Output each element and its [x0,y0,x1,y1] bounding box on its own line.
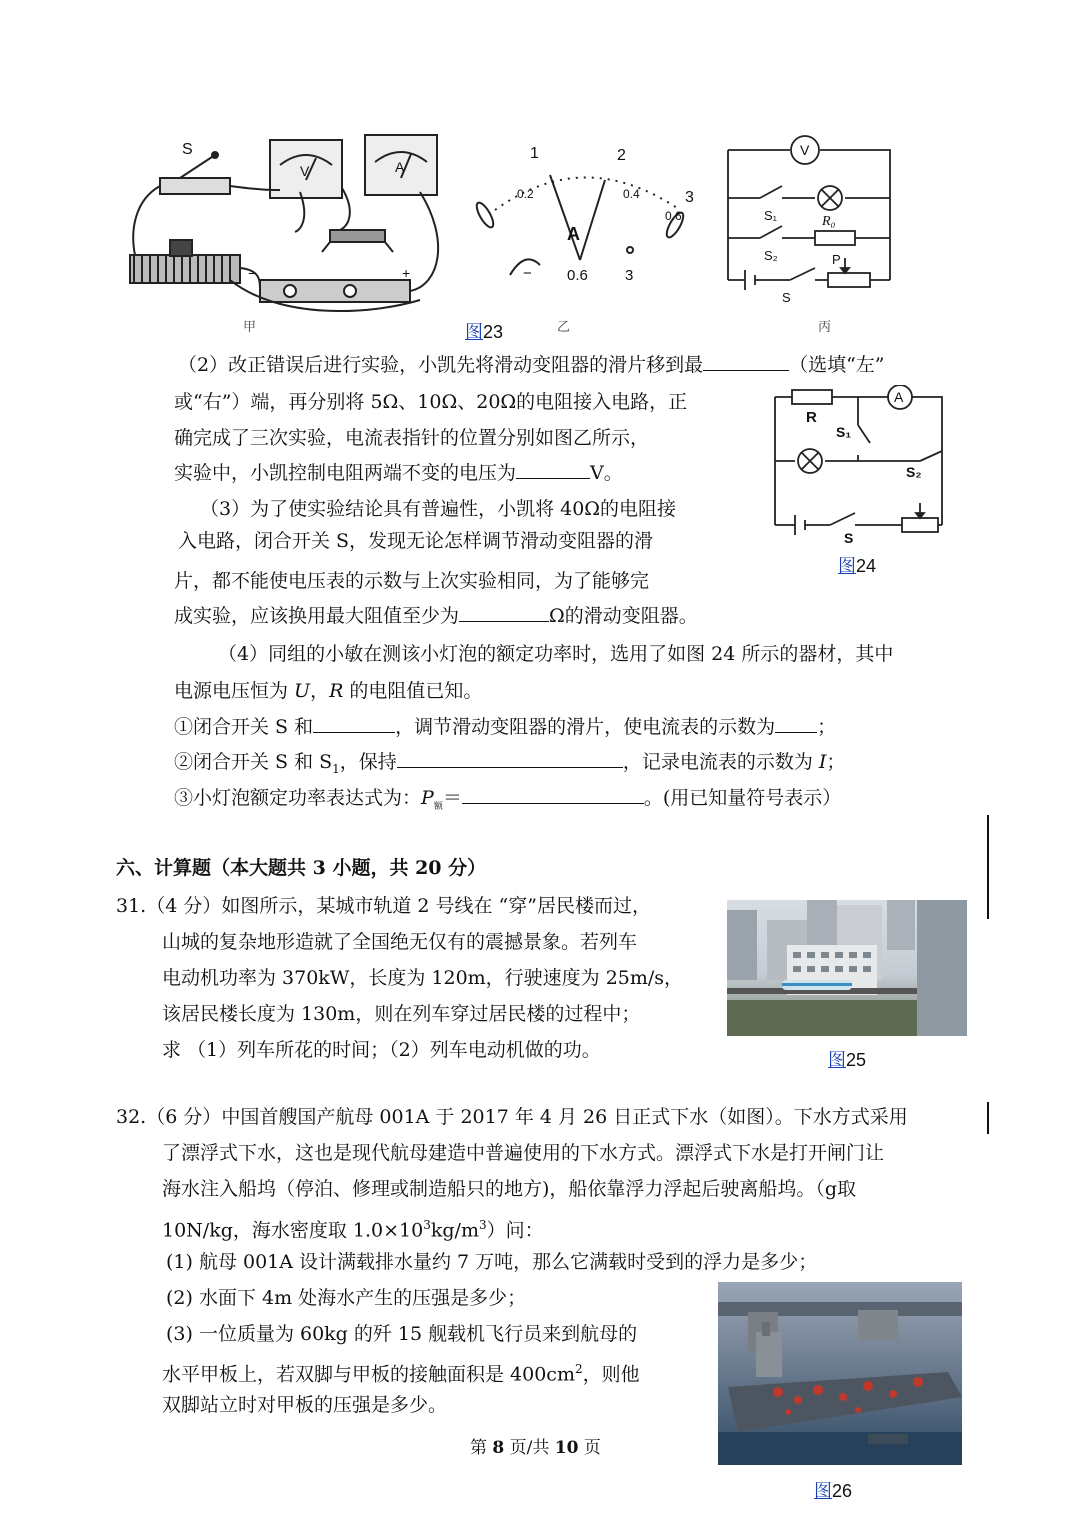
q32-l4-a: 10N/kg，海水密度取 1.0×10 [162,1219,424,1242]
footer-c: 页 [578,1438,601,1458]
figure-24-circuit [770,385,950,545]
fig23-label-jia: 甲 [243,320,257,335]
q4-step1 [174,714,836,740]
footer-total-pages: 10 [554,1438,579,1458]
q4-step1-blank1[interactable] [313,714,395,733]
q2-line3: 确完成了三次实验，电流表指针的位置分别如图乙所示， [174,427,650,449]
circ-voltmeter: V [800,142,810,158]
q4-text-a: 电源电压恒为 [174,680,295,702]
fig24-caption-link[interactable]: 图 [838,556,856,577]
fig23-label-yi: 乙 [557,320,571,335]
q4-step2-blank[interactable] [397,749,623,768]
footer-page-number: 8 [492,1438,505,1458]
fig23-circuit-diagram [720,130,920,310]
section6-heading: 六、计算题（本大题共 3 小题，共 20 分） [116,857,487,879]
fig26-caption-link[interactable]: 图 [814,1481,832,1502]
fig26-caption [814,1477,852,1503]
q32-part1: (1) 航母 001A 设计满载排水量约 7 万吨，那么它满载时受到的浮力是多少； [166,1251,818,1273]
q4-text-b: ， [310,680,330,702]
q4-symbol-u: U [294,680,311,702]
q32-part3-line2 [162,1356,640,1387]
q32-line4 [162,1212,544,1243]
q2-line1 [178,352,885,378]
fig24-caption-num: 24 [856,556,877,576]
dial-label-0-6: 0.6 [665,209,682,223]
q3-blank-resistance[interactable] [459,603,549,622]
q4-step2-d: ； [826,751,846,773]
q32-number: 32. [116,1106,147,1128]
fig26-caption-num: 26 [832,1481,853,1501]
q32-part3-line3: 双脚站立时对甲板的压强是多少。 [162,1394,448,1416]
footer-a: 第 [470,1438,493,1458]
fig23-caption-link[interactable]: 图 [465,322,483,343]
q4-step3-c: 。(用已知量符号表示） [643,787,842,809]
circ-s2: S₂ [764,248,778,263]
fig23-caption-num: 23 [483,322,504,342]
q2-hint: （选填“左” [789,354,885,376]
q32-line1 [116,1104,908,1130]
fig24-s: S [844,530,854,545]
q4-step2-a: ②闭合开关 S 和 S [174,751,333,773]
fig23-ammeter-dial [455,140,715,290]
q3-unit: Ω的滑动变阻器。 [549,605,698,627]
q3-line2: 入电路，闭合开关 S，发现无论怎样调节滑动变阻器的滑 [178,530,654,552]
fig24-s2: S₂ [906,464,922,480]
q3-text: 成实验，应该换用最大阻值至少为 [174,605,460,627]
page-footer [470,1433,601,1458]
q4-step2 [174,749,845,782]
q31-line4: 该居民楼长度为 130m，则在列车穿过居民楼的过程中； [162,1003,641,1025]
q32-l4-sup2: 3 [478,1218,487,1232]
q4-step3-sub: 额 [433,801,443,812]
fig23-voltmeter-label: V [300,163,310,179]
dial-ammeter-letter: A [567,224,580,244]
q3-line3: 片，都不能使电压表的示数与上次实验相同，为了能够完 [174,570,650,592]
q4-step1-blank2[interactable] [775,714,817,733]
fig25-caption [828,1046,866,1072]
q3-line4 [174,603,698,629]
q31-text1: （4 分）如图所示，某城市轨道 2 号线在 “穿”居民楼而过， [146,895,651,917]
dial-label-0-4: 0.4 [623,187,640,201]
q32-line2: 了漂浮式下水，这也是现代航母建造中普遍使用的下水方式。漂浮式下水是打开闸门让 [162,1142,885,1164]
q32-l4-b: kg/m [430,1219,479,1242]
q32-p4-b: ，则他 [582,1363,640,1386]
q31-line1 [116,893,651,919]
dial-label-2: 2 [617,147,626,164]
q32-l4-sup: 3 [423,1218,431,1232]
fig26-photo-aircraft-carrier [718,1282,962,1465]
margin-bar-1 [987,815,989,919]
q31-line3: 电动机功率为 370kW，长度为 120m，行驶速度为 25m/s， [162,967,684,989]
dial-term-0-6: 0.6 [567,267,588,284]
q4-step2-c: ，记录电流表的示数为 [622,751,819,773]
q4-step3-blank[interactable] [462,785,644,804]
fig24-r: R [806,409,817,426]
q32-p4-a: 水平甲板上，若双脚与甲板的接触面积是 400cm [162,1363,575,1386]
q2-line2: 或“右”）端，再分别将 5Ω、10Ω、20Ω的电阻接入电路，正 [174,391,688,413]
fig25-caption-link[interactable]: 图 [828,1050,846,1071]
dial-label-3: 3 [685,189,694,206]
circ-s: S [782,290,791,305]
q4-text-c: 的电阻值已知。 [343,680,483,702]
q4-line1: （4）同组的小敏在测该小灯泡的额定功率时，选用了如图 24 所示的器材，其中 [218,643,894,665]
q4-step2-sub: 1 [332,761,340,776]
q4-step3 [174,785,841,820]
q31-line5: 求 （1）列车所花的时间；（2）列车电动机做的功。 [162,1039,601,1061]
q32-part2: (2) 水面下 4m 处海水产生的压强是多少； [166,1287,527,1309]
q2-blank-voltage[interactable] [516,460,590,479]
fig23-switch-label: S [182,141,193,158]
fig23-caption [465,318,503,344]
q2-unit: V。 [590,462,623,484]
q32-l4-c: ）问： [486,1219,544,1242]
q32-part3: (3) 一位质量为 60kg 的歼 15 舰载机飞行员来到航母的 [166,1323,638,1345]
fig23-label-bing: 丙 [818,320,832,335]
dial-label-0-2: 0.2 [517,187,534,201]
q4-step3-b: ＝ [442,787,462,809]
q2-voltage-text: 实验中，小凯控制电阻两端不变的电压为 [174,462,517,484]
q31-number: 31. [116,895,147,917]
figure-23 [120,120,841,340]
q4-step1-b: ，调节滑动变阻器的滑片，使电流表的示数为 [395,716,776,738]
dial-term-3: 3 [625,267,634,284]
q32-line3: 海水注入船坞（停泊、修理或制造船只的地方)，船依靠浮力浮起后驶离船坞。（g取 [162,1178,857,1200]
fig24-s1: S₁ [836,424,852,440]
margin-bar-2 [987,1102,989,1134]
q2-line4 [174,460,623,486]
fig23-battery-minus: − [248,265,257,281]
circ-p: P [832,252,841,267]
dial-term-minus: − [523,265,532,282]
q4-symbol-i: I [818,751,827,773]
q3-line1: （3）为了使实验结论具有普遍性，小凯将 40Ω的电阻接 [200,498,677,520]
q31-line2: 山城的复杂地形造就了全国绝无仅有的震撼景象。若列车 [162,931,638,953]
fig24-caption [838,552,876,578]
q32-text1: （6 分）中国首艘国产航母 001A 于 2017 年 4 月 26 日正式下水（如图）。下水方式采用 [146,1106,908,1128]
q4-line2 [174,678,482,704]
dial-label-1: 1 [530,145,539,162]
circ-s1: S₁ [764,208,778,223]
fig23-battery-plus: + [402,265,411,281]
q4-step1-a: ①闭合开关 S 和 [174,716,314,738]
circ-r0: R₀ [822,214,836,229]
fig23-ammeter-label: A [395,159,405,175]
footer-b: 页/共 [504,1438,555,1458]
q2-blank-end[interactable] [703,352,789,371]
q2-text: （2）改正错误后进行实验，小凯先将滑动变阻器的滑片移到最 [178,354,704,376]
q4-step3-a: ③小灯泡额定功率表达式为： [174,787,422,809]
q4-symbol-r: R [329,680,344,702]
fig25-photo-monorail [727,900,967,1036]
q32-p4-sup: 2 [574,1362,583,1376]
q4-step2-b: ，保持 [339,751,397,773]
fig24-a: A [894,389,904,405]
q4-step1-c: ； [817,716,837,738]
fig23-apparatus-drawing [120,120,450,320]
q4-symbol-p: P [421,787,434,809]
fig25-caption-num: 25 [846,1050,867,1070]
